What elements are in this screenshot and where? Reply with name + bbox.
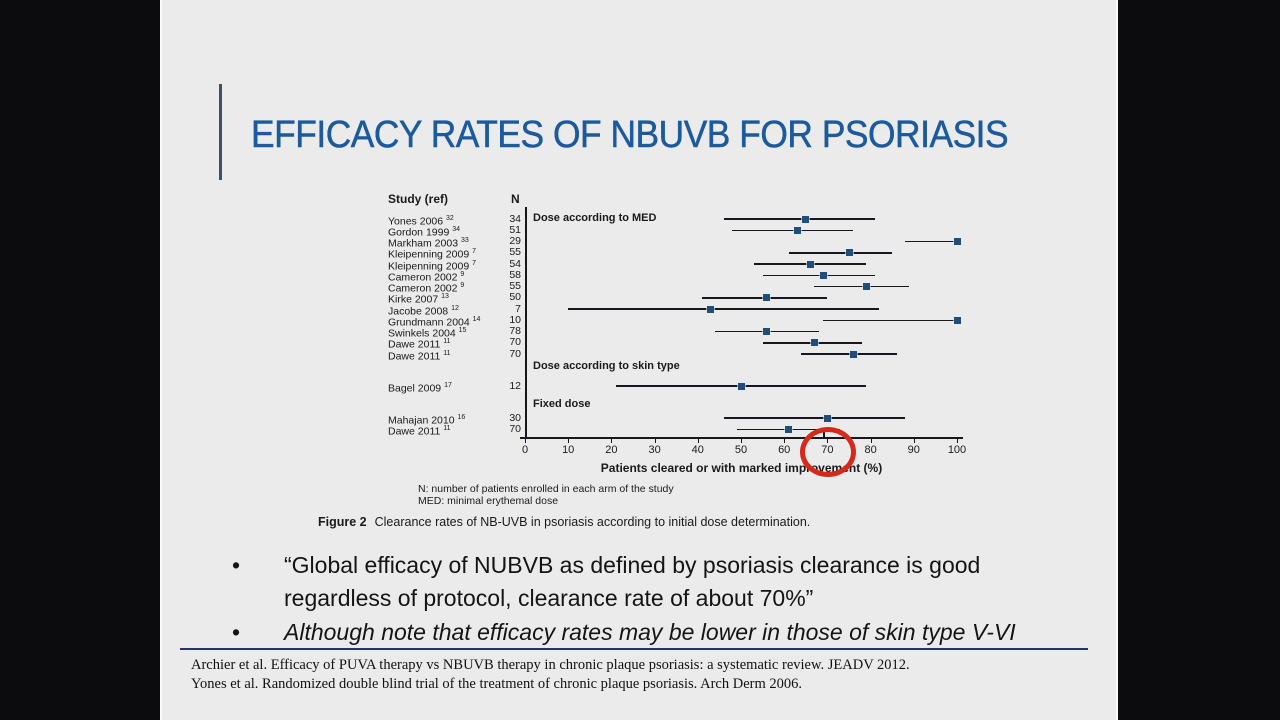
bullet-text: Although note that efficacy rates may be lower in those of skin type V-VI [284,619,1016,645]
point-marker [794,227,801,234]
study-label: Dawe 2011 $^{11}$ [388,349,451,362]
figure-caption [318,515,810,529]
n-value: 70 [509,347,521,360]
point-marker [763,294,770,301]
point-marker [954,317,961,324]
axis-tick-label: 0 [521,444,529,456]
study-label: Dawe 2011 $^{11}$ [388,425,451,438]
annotation-circle-70 [800,427,856,477]
group-label: Fixed dose [533,398,591,410]
n-value: 7 [515,302,521,315]
axis-tick [784,439,785,443]
group-label: Dose according to skin type [533,360,680,372]
n-value: 34 [509,212,521,225]
point-marker [802,216,809,223]
column-header-n: N [511,192,520,206]
n-value: 70 [509,423,521,435]
n-value: 58 [509,268,521,281]
axis-tick-label: 10 [562,444,575,456]
point-marker [824,415,831,422]
axis-tick [568,439,569,443]
study-label: Grundmann 2004 $^{14}$ [388,315,481,329]
point-marker [807,261,814,268]
axis-tick-label: 80 [864,444,877,456]
axis-tick-label: 70 [821,444,834,456]
n-value: 54 [509,257,521,270]
axis-tick-label: 100 [947,444,967,456]
point-marker [954,238,961,245]
point-marker [785,426,792,433]
study-label: Bagel 2009 $^{17}$ [388,381,452,394]
axis-tick [525,439,526,443]
study-label: Yones 2006 $^{32}$ [388,214,454,227]
axis-tick [957,439,958,443]
bullet-text: “Global efficacy of NUBVB as defined by psoriasis clearance is good regardless of protocol, clearance rate of about 70%” [284,552,981,611]
axis-tick-label: 60 [778,444,791,456]
study-label: Jacobe 2008 $^{12}$ [388,304,459,317]
point-marker [763,328,770,335]
n-value: 50 [509,291,521,304]
ci-line [905,241,957,243]
study-label: Swinkels 2004 $^{15}$ [388,327,467,340]
study-label: Gordon 1999 $^{34}$ [388,225,461,239]
study-label: Kirke 2007 $^{13}$ [388,293,449,306]
bullet-marker: • [232,619,241,645]
group-label: Dose according to MED [533,212,657,224]
n-value: 30 [509,411,521,424]
study-label: Dawe 2011 $^{11}$ [388,338,451,351]
page-title: EFFICACY RATES OF NBUVB FOR PSORIASIS [251,114,1009,156]
axis-tick [871,439,872,443]
point-marker [738,383,745,390]
ci-line [724,218,875,220]
point-marker [850,351,857,358]
axis-tick [611,439,612,443]
point-marker [863,283,870,290]
study-label: Markham 2003 $^{33}$ [388,237,469,250]
study-label: Kleipenning 2009 $^7$ [388,259,476,272]
axis-tick-label: 30 [648,444,661,456]
axis-tick-label: 90 [907,444,920,456]
bullet-item [232,549,1027,615]
n-value: 55 [509,246,521,259]
bullet-marker: • [232,552,241,578]
study-label: Cameron 2002 $^9$ [388,270,465,284]
n-value: 55 [509,280,521,292]
point-marker [707,306,714,313]
point-marker [820,272,827,279]
axis-tick-label: 40 [691,444,704,456]
ci-line [568,308,879,310]
axis-tick-label: 50 [734,444,748,456]
point-marker [811,339,818,346]
figure-note-n: N: number of patients enrolled in each arm of the study [418,483,674,495]
footer-divider [180,648,1088,650]
n-value: 10 [509,313,521,326]
ci-line [789,252,893,254]
reference-line: Yones et al. Randomized double blind trial of the treatment of chronic plaque psoriasis. Arch Derm 2006. [191,676,803,692]
ci-line [823,320,957,322]
bullet-item [232,616,1027,649]
ci-line [724,417,905,419]
n-value: 29 [509,235,521,247]
axis-tick [741,439,742,443]
column-header-study: Study (ref) [388,192,448,206]
study-label: Cameron 2002 $^9$ [388,282,465,295]
x-axis-title: Patients cleared or with marked improvement (%) [600,461,883,475]
study-label: Mahajan 2010 $^{16}$ [388,413,466,426]
n-value: 78 [509,325,521,337]
axis-tick [914,439,915,443]
point-marker [846,249,853,256]
n-value: 70 [509,336,521,349]
axis-tick [655,439,656,443]
axis-tick [698,439,699,443]
n-value: 12 [509,379,521,392]
reference-line: Archier et al. Efficacy of PUVA therapy vs NBUVB therapy in chronic plaque psoriasis: a systematic review. JEADV 2012. [191,657,910,673]
figure-note-med: MED: minimal erythemal dose [418,495,559,507]
n-value: 51 [509,223,521,236]
figure-caption-text: Clearance rates of NB-UVB in psoriasis according to initial dose determination. [374,515,811,529]
axis-tick-label: 20 [605,444,618,456]
figure-caption-label: Figure 2 [318,515,367,529]
study-label: Kleipenning 2009 $^7$ [388,248,476,261]
